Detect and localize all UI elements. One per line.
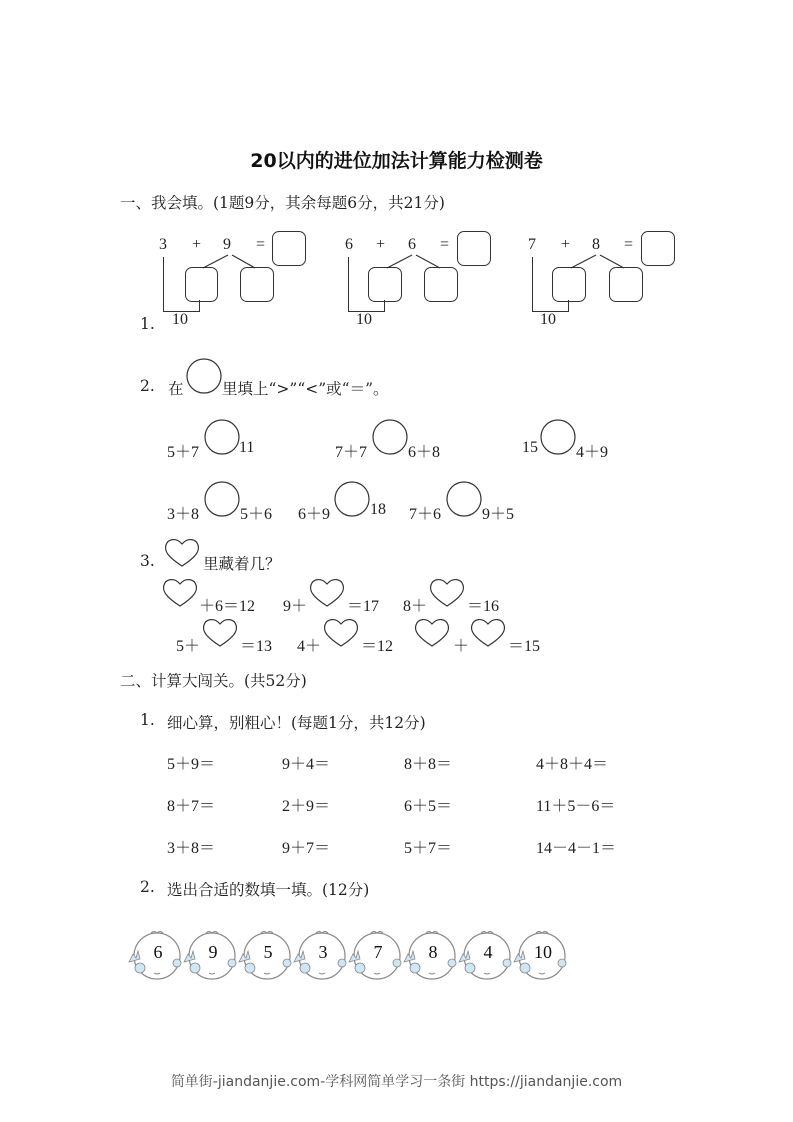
heart-eq-post: ＝15 [508, 638, 541, 655]
heart-eq-pre: 4＋ [297, 638, 322, 655]
compare-left: 7＋7 [335, 444, 368, 461]
s2-q1-prompt: 细心算，别粗心！(每题1分，共12分) [167, 714, 426, 732]
calc-item: 2＋9＝ [282, 798, 331, 815]
heart-eq-pre: 9＋ [283, 598, 308, 615]
heart-blank[interactable] [470, 617, 508, 649]
addend-a: 3 [159, 236, 167, 253]
plus-sign: + [192, 236, 202, 253]
compare-right: 18 [370, 501, 386, 518]
calc-item: 4＋8＋4＝ [536, 756, 609, 773]
compare-right: 11 [239, 439, 255, 456]
compare-left: 15 [522, 439, 538, 456]
face-number: 8 [428, 942, 438, 962]
calc-item: 3＋8＝ [167, 840, 216, 857]
number-face [402, 924, 462, 984]
compare-circle[interactable] [204, 418, 244, 458]
calc-item: 14－4－1＝ [536, 840, 617, 857]
bracket-line [568, 300, 569, 312]
calc-item: 9＋7＝ [282, 840, 331, 857]
section-1-heading: 一、我会填。(1题9分，其余每题6分，共21分) [120, 194, 445, 212]
addend-b: 9 [223, 236, 231, 253]
face-number: 6 [153, 942, 163, 962]
ten-label: 10 [172, 311, 188, 328]
compare-right: 4＋9 [576, 444, 609, 461]
split-lines [0, 0, 700, 300]
equals-sign: = [624, 236, 634, 253]
bracket-line [199, 300, 200, 312]
face-number: 7 [373, 942, 383, 962]
face-number: 4 [483, 942, 493, 962]
compare-circle[interactable] [446, 480, 486, 520]
number-face [237, 924, 297, 984]
compare-right: 5＋6 [240, 506, 273, 523]
compare-right: 9＋5 [482, 506, 515, 523]
heart-eq-post: ＝17 [347, 598, 380, 615]
heart-blank[interactable] [202, 617, 240, 649]
calc-item: 5＋7＝ [404, 840, 453, 857]
heart-blank[interactable] [414, 617, 452, 649]
heart-blank[interactable] [323, 617, 361, 649]
compare-left: 7＋6 [409, 506, 442, 523]
addend-b: 6 [408, 236, 416, 253]
face-number: 3 [318, 942, 328, 962]
heart-blank[interactable] [162, 577, 200, 609]
heart-eq-post: ＝12 [361, 638, 394, 655]
bracket-line [384, 300, 385, 312]
plus-sign: + [376, 236, 386, 253]
ten-label: 10 [540, 311, 556, 328]
number-face [127, 924, 187, 984]
compare-circle[interactable] [372, 418, 412, 458]
compare-right: 6＋8 [408, 444, 441, 461]
calc-item: 8＋8＝ [404, 756, 453, 773]
addend-a: 6 [345, 236, 353, 253]
s2-q2-prompt: 选出合适的数填一填。(12分) [167, 881, 370, 899]
q2-prompt-post: 里填上“>”“<”或“＝”。 [222, 380, 389, 398]
heart-blank[interactable] [429, 577, 467, 609]
q3-prompt: 里藏着几？ [203, 555, 281, 573]
s2-q2-label: 2. [140, 878, 155, 896]
number-face [457, 924, 517, 984]
q3-label: 3. [140, 552, 155, 570]
plus-sign: + [561, 236, 571, 253]
calc-item: 11＋5－6＝ [536, 798, 616, 815]
q1-label: 1. [140, 315, 155, 333]
footer-watermark: 简单街-jiandanjie.com-学科网简单学习一条街 https://jiandanjie.com [170, 1074, 623, 1090]
q2-label: 2. [140, 377, 155, 395]
heart-icon [164, 537, 202, 569]
number-face [292, 924, 352, 984]
calc-item: 6＋5＝ [404, 798, 453, 815]
heart-eq-post: ＝16 [467, 598, 500, 615]
circle-icon [186, 357, 226, 397]
heart-eq-pre: 8＋ [403, 598, 428, 615]
page-title: 20以内的进位加法计算能力检测卷 [250, 150, 543, 172]
section-2-heading: 二、计算大闯关。(共52分) [120, 672, 307, 690]
heart-eq-post: ＋6＝12 [199, 598, 256, 615]
equals-sign: = [256, 236, 266, 253]
addend-b: 8 [592, 236, 600, 253]
face-number: 9 [208, 942, 218, 962]
calc-item: 8＋7＝ [167, 798, 216, 815]
number-face [347, 924, 407, 984]
compare-left: 5＋7 [167, 444, 200, 461]
heart-eq-pre: 5＋ [176, 638, 201, 655]
addend-a: 7 [528, 236, 536, 253]
q2-prompt-pre: 在 [168, 380, 184, 398]
compare-circle[interactable] [204, 480, 244, 520]
equals-sign: = [440, 236, 450, 253]
calc-item: 9＋4＝ [282, 756, 331, 773]
heart-blank[interactable] [309, 577, 347, 609]
compare-circle[interactable] [540, 418, 580, 458]
ten-label: 10 [356, 311, 372, 328]
face-number: 5 [263, 942, 273, 962]
s2-q1-label: 1. [140, 711, 155, 729]
heart-eq-post: ＝13 [240, 638, 273, 655]
number-face [512, 924, 572, 984]
compare-circle[interactable] [334, 480, 374, 520]
compare-left: 3＋8 [167, 506, 200, 523]
heart-eq-mid: ＋ [453, 638, 470, 655]
compare-left: 6＋9 [298, 506, 331, 523]
face-number: 10 [534, 942, 552, 962]
bracket-line [532, 257, 533, 312]
number-face [182, 924, 242, 984]
calc-item: 5＋9＝ [167, 756, 216, 773]
